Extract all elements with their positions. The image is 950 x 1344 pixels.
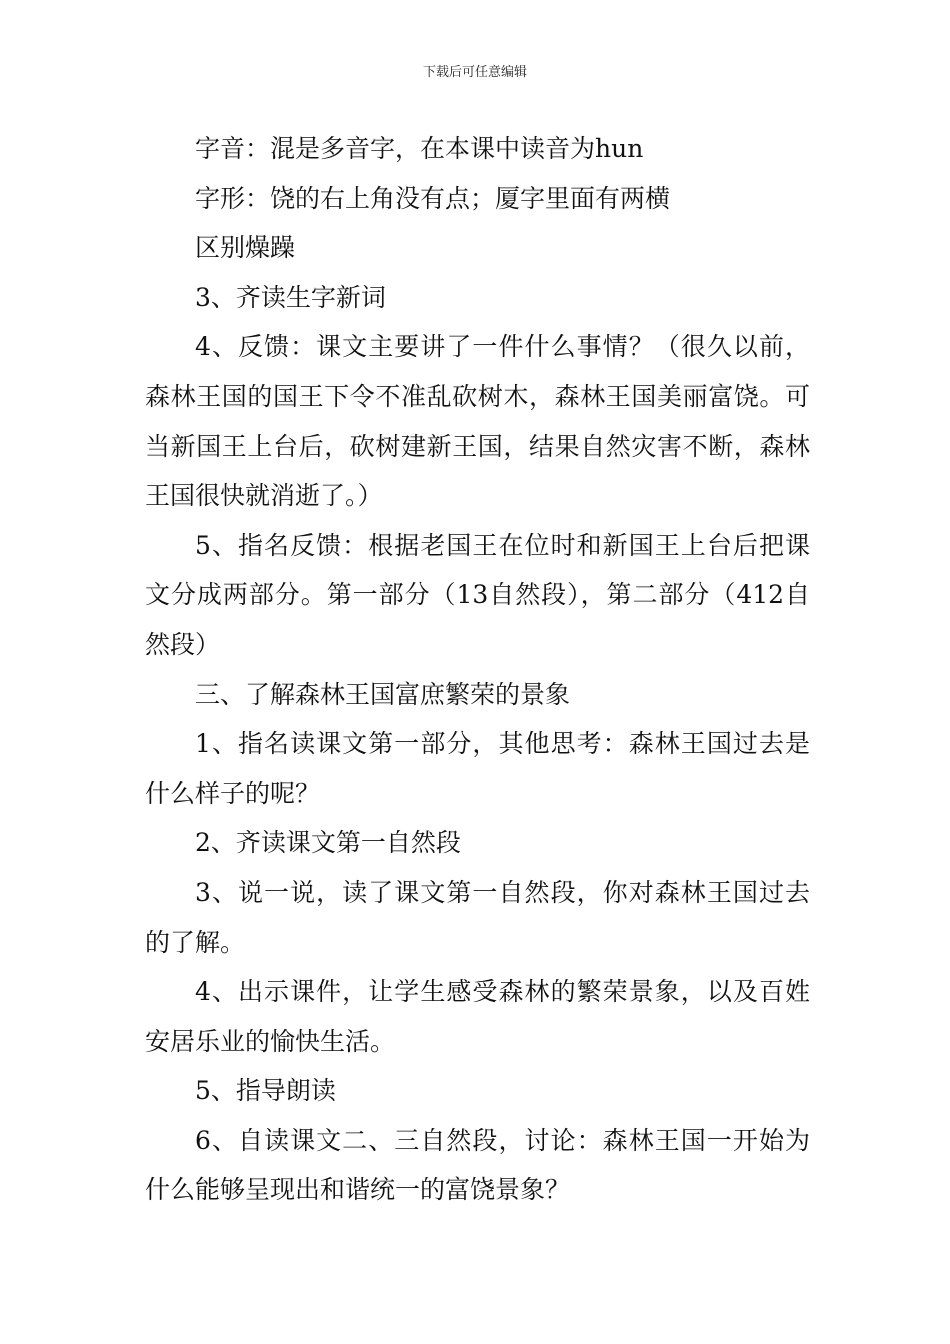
paragraph-read-aloud: 3、齐读生字新词 [195,282,386,312]
paragraph-step-2: 2、齐读课文第一自然段 [195,828,461,858]
document-body [145,124,810,1215]
page-header: 下载后可任意编辑 [422,65,527,80]
paragraph-pronunciation: 字音：混是多音字，在本课中读音为hun [195,134,644,163]
paragraph-distinguish: 区别燥躁 [195,233,296,263]
paragraph-step-6: 6、自读课文二、三自然段，讨论：森林王国一开始为什么能够呈现出和谐统一的富饶景象？ [145,1125,810,1205]
section-heading-three: 三、了解森林王国富庶繁荣的景象 [195,679,571,709]
paragraph-step-1: 1、指名读课文第一部分，其他思考：森林王国过去是什么样子的呢？ [145,729,810,808]
paragraph-step-4: 4、出示课件，让学生感受森林的繁荣景象，以及百姓安居乐业的愉快生活。 [145,977,810,1056]
paragraph-glyph-form: 字形：饶的右上角没有点；厦字里面有两横 [195,183,671,213]
paragraph-step-3: 3、说一说，读了课文第一自然段，你对森林王国过去的了解。 [145,877,810,957]
paragraph-step-5: 5、指导朗读 [195,1076,336,1106]
paragraph-named-feedback: 5、指名反馈：根据老国王在位时和新国王上台后把课文分成两部分。第一部分（13自然段），第二部分（412自然段） [145,530,810,659]
paragraph-feedback: 4、反馈：课文主要讲了一件什么事情？（很久以前，森林王国的国王下令不准乱砍树木，森林王国美丽富饶。可当新国王上台后，砍树建新王国，结果自然灾害不断，森林王国很快就消逝了。） [145,332,810,511]
